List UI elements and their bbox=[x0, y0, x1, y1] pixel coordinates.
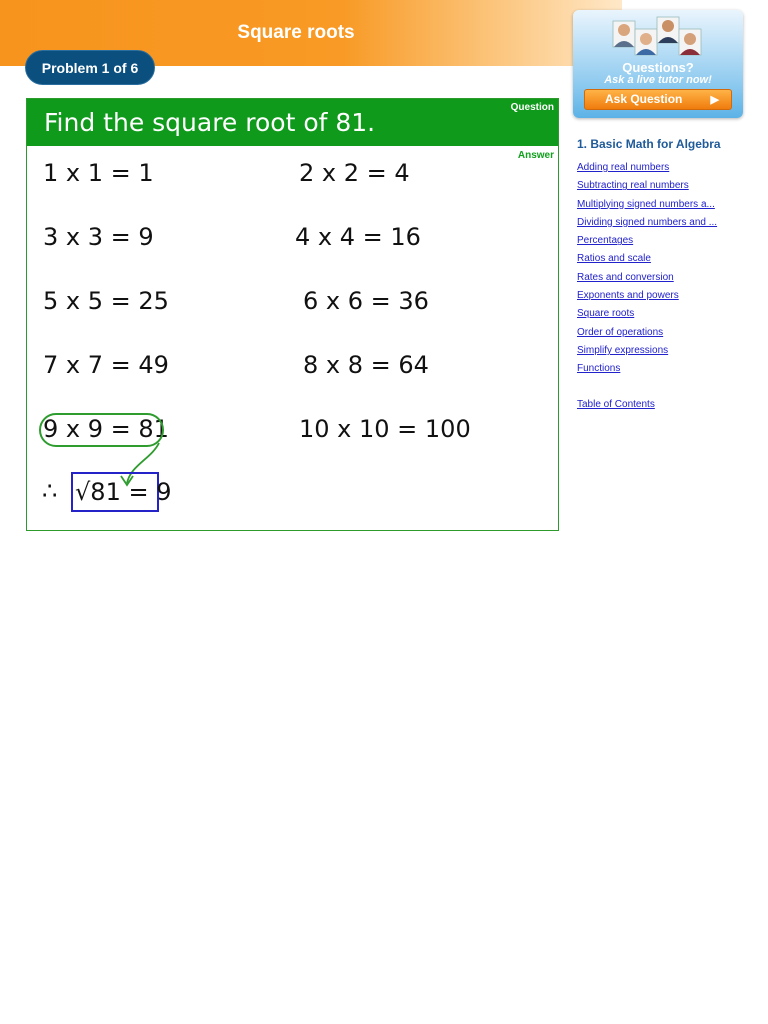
ask-tutor-box[interactable] bbox=[573, 10, 743, 118]
equation: 5 x 5 = 25 bbox=[43, 287, 169, 315]
highlight-circle bbox=[39, 413, 164, 447]
topic-links bbox=[577, 162, 717, 382]
therefore-symbol: ∴ bbox=[42, 477, 58, 505]
highlighted-equation: 9 x 9 = 81 bbox=[43, 415, 169, 443]
problem-card bbox=[26, 98, 559, 531]
play-arrow-icon: ▶ bbox=[710, 94, 719, 106]
topic-link[interactable]: Ratios and scale bbox=[577, 253, 651, 265]
equation: 1 x 1 = 1 bbox=[43, 159, 154, 187]
topic-link[interactable]: Percentages bbox=[577, 235, 634, 247]
ask-question-button[interactable] bbox=[584, 89, 732, 110]
tutor-photos-icon bbox=[611, 15, 707, 61]
equation: 4 x 4 = 16 bbox=[295, 223, 421, 251]
topic-link[interactable]: Rates and conversion bbox=[577, 271, 674, 283]
ask-question-label: Ask Question bbox=[605, 92, 683, 106]
equation: 3 x 3 = 9 bbox=[43, 223, 154, 251]
equation: 6 x 6 = 36 bbox=[303, 287, 429, 315]
topic-link[interactable]: Subtracting real numbers bbox=[577, 180, 689, 192]
section-title: 1. Basic Math for Algebra bbox=[577, 137, 721, 151]
topic-link[interactable]: Functions bbox=[577, 363, 621, 375]
page-title: Square roots bbox=[237, 22, 355, 43]
problem-counter: Problem 1 of 6 bbox=[25, 50, 155, 85]
question-header bbox=[27, 99, 558, 146]
answer-tab[interactable]: Answer bbox=[517, 150, 554, 161]
topic-link[interactable]: Order of operations bbox=[577, 326, 664, 338]
answer-box: √81 = 9 bbox=[71, 472, 159, 512]
questions-subheading: Ask a live tutor now! bbox=[604, 74, 712, 86]
equation: 2 x 2 = 4 bbox=[299, 159, 410, 187]
topic-link[interactable]: Multiplying signed numbers a... bbox=[577, 198, 715, 210]
question-tab[interactable]: Question bbox=[510, 102, 554, 113]
questions-heading: Questions? bbox=[622, 60, 694, 75]
equation: 10 x 10 = 100 bbox=[299, 415, 471, 443]
question-text: Find the square root of 81. bbox=[44, 108, 376, 137]
topic-link[interactable]: Simplify expressions bbox=[577, 344, 669, 356]
topic-link[interactable]: Square roots bbox=[577, 308, 635, 320]
table-of-contents-link[interactable]: Table of Contents bbox=[577, 399, 655, 410]
topic-link[interactable]: Exponents and powers bbox=[577, 290, 679, 302]
equation: 8 x 8 = 64 bbox=[303, 351, 429, 379]
equation: 7 x 7 = 49 bbox=[43, 351, 169, 379]
topic-link[interactable]: Dividing signed numbers and ... bbox=[577, 216, 718, 228]
topic-link[interactable]: Adding real numbers bbox=[577, 162, 670, 173]
